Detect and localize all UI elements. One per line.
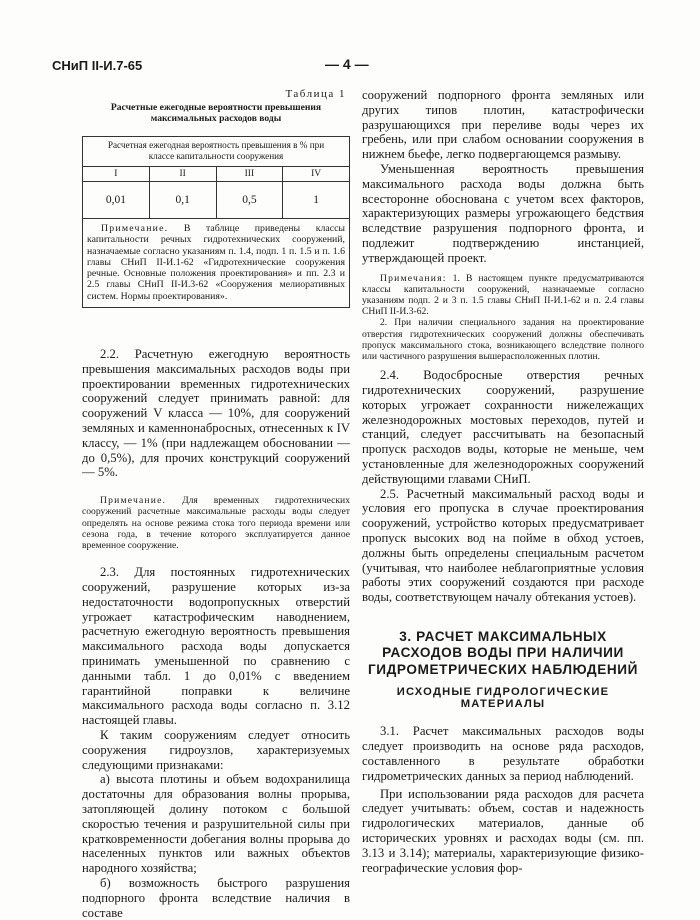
table-note bbox=[82, 219, 350, 308]
paragraph-3-1-continued: При использовании ряда расходов для расчета следует учитывать: объем, состав и надежность гидрологических материалов, данные об исторических уровнях и расходах воды (см. пп. 3.13 и 3.14); материалы, характеризующие физико-географические условия фор- bbox=[362, 786, 644, 875]
paragraph-3-1: 3.1. Расчет максимальных расходов воды следует производить на основе ряда расходов, составленного в результате обработки гидрометрических данных за период наблюдений. bbox=[362, 724, 644, 783]
table-note-text: В таблице приведены классы капитальности речных гидротехнических сооружений, назначаемые согласно указаниям п. 1.4, подп. 1 п. 1.5 и п. 1.6 главы СНиП II-И.1-62 «Гидротехнические сооружения речные. Основные положения проектирования» и пп. 2.3 и 2.5 главы СНиП II-И.3-62 «Сооружения мелиоративных систем. Нормы проектирования». bbox=[87, 223, 345, 302]
section-3-title: 3. РАСЧЕТ МАКСИМАЛЬНЫХ РАСХОДОВ ВОДЫ ПРИ НАЛИЧИИ ГИДРОМЕТРИЧЕСКИХ НАБЛЮДЕНИЙ bbox=[367, 628, 639, 677]
value-cell-4: 1 bbox=[283, 182, 350, 219]
class-header-4: IV bbox=[283, 167, 350, 182]
item-b-continued: сооружений подпорного фронта земляных или других типов плотин, катастрофически разрушающихся при переливе воды через их гребень, или при слабом основании сооружения в нижнем бьефе, легко подвергающемся размыву. bbox=[362, 88, 644, 162]
notes-label: Примечания: bbox=[380, 272, 447, 284]
notes-1 bbox=[362, 273, 644, 318]
paragraph-2-2: 2.2. Расчетную ежегодную вероятность превышения максимальных расходов воды при проектировании временных гидротехнических сооружений следует принимать равной: для сооружений V класса — 10%, для сооружений земляных и каменнонабросных, отнесенных к IV классу, — 1% (при надлежащем обосновании — до 0,5%), для прочих конструкций сооружений — 5%. bbox=[82, 347, 350, 480]
paragraph-2-5: 2.5. Расчетный максимальный расход воды и условия его пропуска в случае проектирования сооружений, устройство которых предусматривает пропуск высоких вод на пойме в обход устоев, должны быть определены специальным расчетом (учитывая, что наиболее неблагоприятные условия работы этих сооружений создаются при расходе воды, соответствующем началу обтекания устоев). bbox=[362, 486, 644, 605]
subsection-title: ИСХОДНЫЕ ГИДРОЛОГИЧЕСКИЕ МАТЕРИАЛЫ bbox=[396, 686, 610, 711]
page-number: — 4 — bbox=[325, 56, 369, 72]
value-cell-3: 0,5 bbox=[216, 182, 283, 219]
note-2-2-text: Для временных гидротехнических сооружений расчетные максимальные расходы воды следует определять на основе режима стока того периода времени или сезона года, в течение которого эксплуатируется данное временное сооружение. bbox=[82, 495, 350, 552]
class-header-1: I bbox=[83, 167, 150, 182]
document-code: СНиП II-И.7-65 bbox=[52, 58, 143, 73]
item-b: б) возможность быстрого разрушения подпорного фронта вследствие наличия в составе bbox=[82, 876, 350, 920]
notes-1-text: 1. В настоящем пункте предусматриваются классы капитальности сооружений, назначаемые согласно указаниям подп. 2 и 3 п. 1.5 главы СНиП II-И.1-62 и п. 2.4 главы СНиП II-И.3-62. bbox=[362, 272, 644, 318]
paragraph-2-3-list-intro: К таким сооружениям следует относить сооружения гидроузлов, характеризуемых следующими признаками: bbox=[82, 728, 350, 772]
table-header: Расчетная ежегодная вероятность превышения в % при классе капитальности сооружения bbox=[83, 137, 350, 167]
note-2-2 bbox=[82, 495, 350, 551]
paragraph-2-3: 2.3. Для постоянных гидротехнических сооружений, разрушение которых из-за недостаточности водопропускных отверстий угрожает катастрофическим наводнением, расчетную ежегодную вероятность превышения максимального расхода воды допускается принимать уменьшенной по сравнению с данными табл. 1 до 0,01% с введением гарантийной поправки к величине максимального расхода воды согласно п. 3.12 настоящей главы. bbox=[82, 565, 350, 728]
probability-table bbox=[82, 136, 350, 219]
note-2-2-label: Примечание. bbox=[100, 495, 167, 507]
value-cell-1: 0,01 bbox=[83, 182, 150, 219]
right-column bbox=[362, 88, 644, 875]
class-header-2: II bbox=[149, 167, 216, 182]
paragraph-reduced-probability: Уменьшенная вероятность превышения максимального расхода воды должна быть всесторонне обоснована с учетом всех факторов, характеризующих размеры угрожающего бедствия вследствие разрушения подпорного фронта, и подлежит подтверждению инстанцией, утверждающей проект. bbox=[362, 161, 644, 265]
table-caption: Таблица 1 bbox=[285, 88, 346, 100]
notes-2: 2. При наличии специального задания на проектирование отверстия гидротехнических сооружений должны обеспечивать пропуск максимального стока, возникающего вследствие полного или частичного разрушения вышерасположенных плотин. bbox=[362, 317, 644, 362]
paragraph-2-4: 2.4. Водосбросные отверстия речных гидротехнических сооружений, разрушение которых угрожает сохранности нижележащих железнодорожных мостовых переходов, путей и станций, следует рассчитывать на безопасный пропуск расходов воды, которые не меньше, чем установленные для железнодорожных сооружений действующими главами СНиП. bbox=[362, 368, 644, 486]
class-header-3: III bbox=[216, 167, 283, 182]
table-note-label: Примечание. bbox=[101, 223, 169, 234]
value-cell-2: 0,1 bbox=[149, 182, 216, 219]
left-column bbox=[82, 88, 350, 920]
item-a: а) высота плотины и объем водохранилища достаточны для образования волны прорыва, затопляющей долину потоком с большой скоростью течения и разрушительной силы при кратковременности добегания волны прорыва до населенных пунктов или важных объектов народного хозяйства; bbox=[82, 772, 350, 876]
table-title: Расчетные ежегодные вероятности превышения максимальных расходов воды bbox=[110, 102, 322, 124]
